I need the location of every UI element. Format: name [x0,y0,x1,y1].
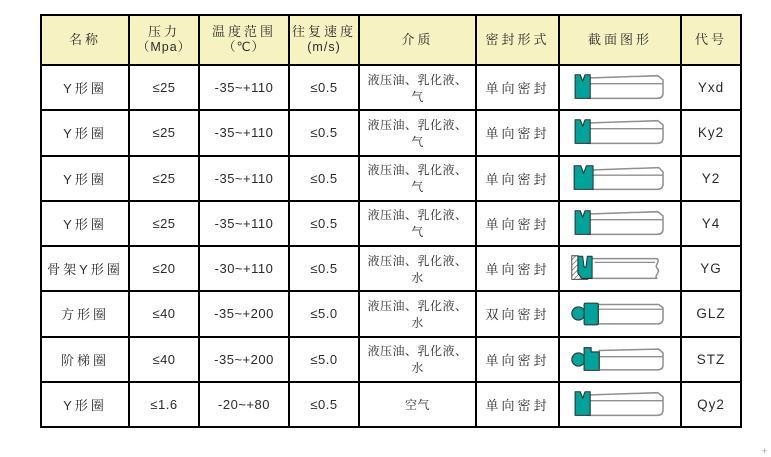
cell-speed: ≤0.5 [289,110,359,155]
cross-section-figure [559,156,681,201]
cell-seal-type: 单向密封 [476,65,559,110]
cell-temp-range: -30~+110 [199,246,289,291]
cell-pressure: ≤25 [129,156,199,201]
cell-seal-type: 单向密封 [476,246,559,291]
cell-seal-type: 单向密封 [476,201,559,246]
cell-name: 方形圈 [41,291,129,336]
cell-temp-range: -35~+200 [199,291,289,336]
table-row [41,337,741,382]
cell-medium: 空气 [359,382,476,427]
cell-seal-type: 单向密封 [476,382,559,427]
cell-pressure: ≤25 [129,65,199,110]
cell-pressure: ≤1.6 [129,382,199,427]
cell-name: 阶梯圈 [41,337,129,382]
cell-seal-type: 单向密封 [476,110,559,155]
cell-code: Qy2 [681,382,741,427]
cell-name: Y形圈 [41,156,129,201]
cell-pressure: ≤40 [129,291,199,336]
cell-name: Y形圈 [41,201,129,246]
cross-section-figure [559,246,681,291]
cell-medium: 液压油、乳化液、气 [359,156,476,201]
table-row [41,291,741,336]
cell-medium: 液压油、乳化液、气 [359,65,476,110]
table-row [41,246,741,291]
cell-medium: 液压油、乳化液、水 [359,337,476,382]
header-row [41,15,741,65]
col-header-pressure: 压力 （Mpa） [129,15,199,65]
cross-section-figure [559,110,681,155]
cell-code: YG [681,246,741,291]
cell-temp-range: -35~+110 [199,110,289,155]
table-row [41,110,741,155]
cell-code: Y2 [681,156,741,201]
cell-seal-type: 双向密封 [476,291,559,336]
cell-code: Yxd [681,65,741,110]
cell-pressure: ≤25 [129,110,199,155]
cell-code: Y4 [681,201,741,246]
cell-code: STZ [681,337,741,382]
table-row [41,201,741,246]
cursor-artifact: + [761,446,767,456]
cell-temp-range: -20~+80 [199,382,289,427]
cross-section-figure [559,382,681,427]
cell-speed: ≤0.5 [289,156,359,201]
cell-pressure: ≤40 [129,337,199,382]
cross-section-figure [559,291,681,336]
cell-pressure: ≤20 [129,246,199,291]
table-row [41,382,741,427]
cell-speed: ≤0.5 [289,65,359,110]
col-header-name: 名称 [41,15,129,65]
cell-temp-range: -35~+110 [199,65,289,110]
col-header-seal-type: 密封形式 [476,15,559,65]
cell-pressure: ≤25 [129,201,199,246]
col-header-temp-range: 温度范围 （℃） [199,15,289,65]
cell-name: 骨架Y形圈 [41,246,129,291]
cross-section-figure [559,65,681,110]
cell-seal-type: 单向密封 [476,337,559,382]
cell-code: Ky2 [681,110,741,155]
col-header-speed: 往复速度 (m/s) [289,15,359,65]
cell-name: Y形圈 [41,110,129,155]
cross-section-figure [559,337,681,382]
cell-temp-range: -35~+110 [199,156,289,201]
seal-spec-table [40,14,742,428]
cell-name: Y形圈 [41,382,129,427]
cell-temp-range: -35~+110 [199,201,289,246]
col-header-code: 代号 [681,15,741,65]
table-row [41,156,741,201]
cell-medium: 液压油、乳化液、气 [359,201,476,246]
cell-seal-type: 单向密封 [476,156,559,201]
cell-medium: 液压油、乳化液、水 [359,246,476,291]
cell-speed: ≤0.5 [289,201,359,246]
cell-code: GLZ [681,291,741,336]
cell-speed: ≤5.0 [289,291,359,336]
cell-speed: ≤5.0 [289,337,359,382]
cell-speed: ≤0.5 [289,246,359,291]
cross-section-figure [559,201,681,246]
col-header-cross-section: 截面图形 [559,15,681,65]
cell-speed: ≤0.5 [289,382,359,427]
table-row [41,65,741,110]
col-header-medium: 介质 [359,15,476,65]
cell-name: Y形圈 [41,65,129,110]
cell-temp-range: -35~+200 [199,337,289,382]
cell-medium: 液压油、乳化液、水 [359,291,476,336]
cell-medium: 液压油、乳化液、气 [359,110,476,155]
